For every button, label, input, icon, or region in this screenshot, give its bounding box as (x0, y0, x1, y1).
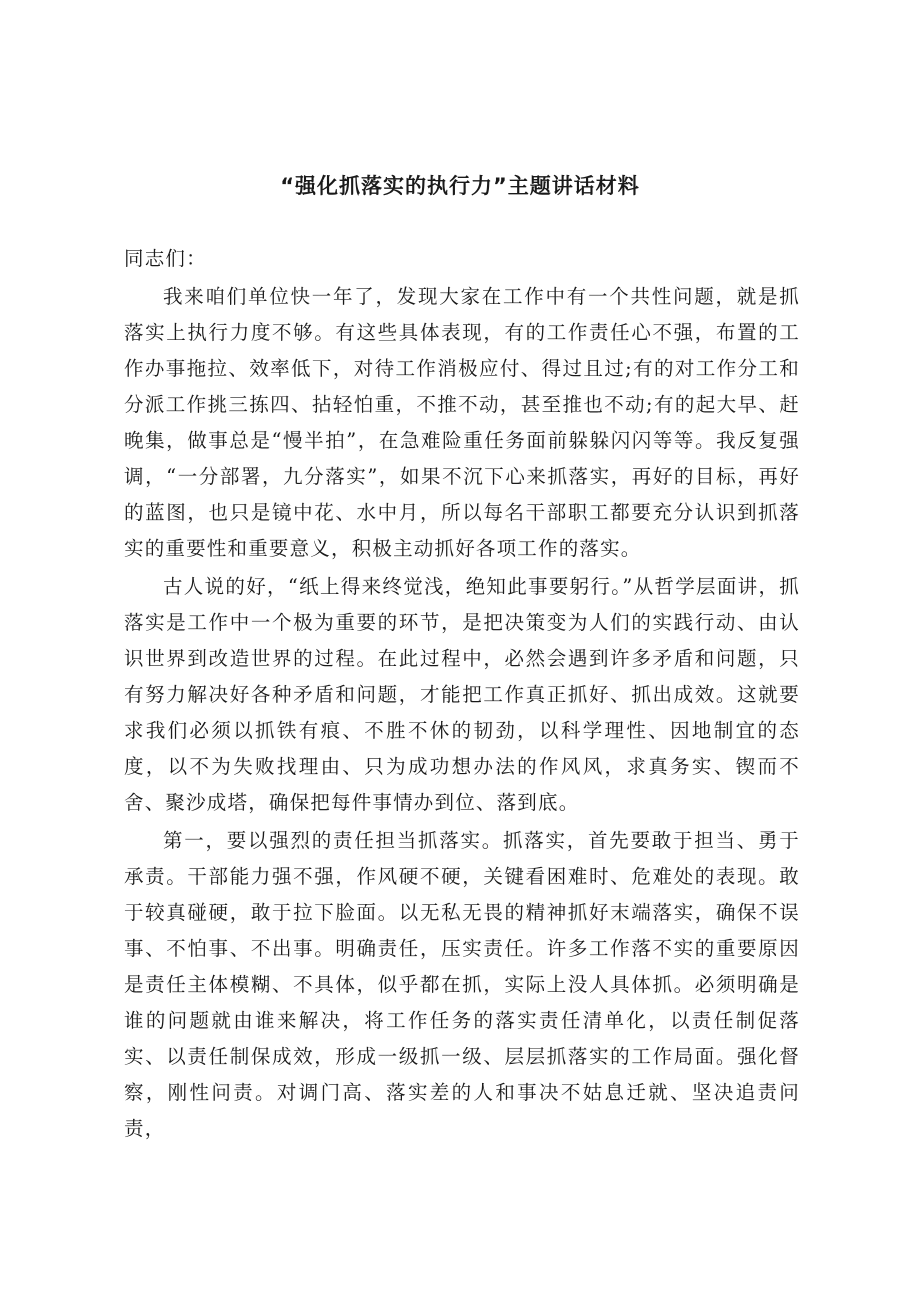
paragraph-philosophy: 古人说的好，“纸上得来终觉浅，绝知此事要躬行。”从哲学层面讲，抓落实是工作中一个极为重要的环节，是把决策变为人们的实践行动、由认识世界到改造世界的过程。在此过程中，必然会遇到许多矛盾和问题，只有努力解决好各种矛盾和问题，才能把工作真正抓好、抓出成效。这就要求我们必须以抓铁有痕、不胜不休的韧劲，以科学理性、因地制宜的态度，以不为失败找理由、只为成功想办法的作风风，求真务实、锲而不舍、聚沙成塔，确保把每件事情办到位、落到底。 (124, 575, 800, 814)
document-body (124, 241, 800, 1149)
paragraph-first-point: 第一，要以强烈的责任担当抓落实。抓落实，首先要敢于担当、勇于承责。干部能力强不强，作风硬不硬，关键看困难时、危难处的表现。敢于较真碰硬，敢于拉下脸面。以无私无畏的精神抓好末端落实，确保不误事、不怕事、不出事。明确责任，压实责任。许多工作落不实的重要原因是责任主体模糊、不具体，似乎都在抓，实际上没人具体抓。必须明确是谁的问题就由谁来解决，将工作任务的落实责任清单化，以责任制促落实、以责任制保成效，形成一级抓一级、层层抓落实的工作局面。强化督察，刚性问责。对调门高、落实差的人和事决不姑息迁就、坚决追责问责， (124, 829, 800, 1140)
paragraph-intro: 我来咱们单位快一年了，发现大家在工作中有一个共性问题，就是抓落实上执行力度不够。有这些具体表现，有的工作责任心不强，布置的工作办事拖拉、效率低下，对待工作消极应付、得过且过;有的对工作分工和分派工作挑三拣四、拈轻怕重，不推不动，甚至推也不动;有的起大早、赶晚集，做事总是“慢半拍”，在急难险重任务面前躲躲闪闪等等。我反复强调，“一分部署，九分落实”，如果不沉下心来抓落实，再好的目标，再好的蓝图，也只是镜中花、水中月，所以每名干部职工都要充分认识到抓落实的重要性和重要意义，积极主动抓好各项工作的落实。 (124, 285, 800, 560)
salutation: 同志们： (124, 247, 207, 270)
document-title: “强化抓落实的执行力”主题讲话材料 (280, 174, 640, 198)
